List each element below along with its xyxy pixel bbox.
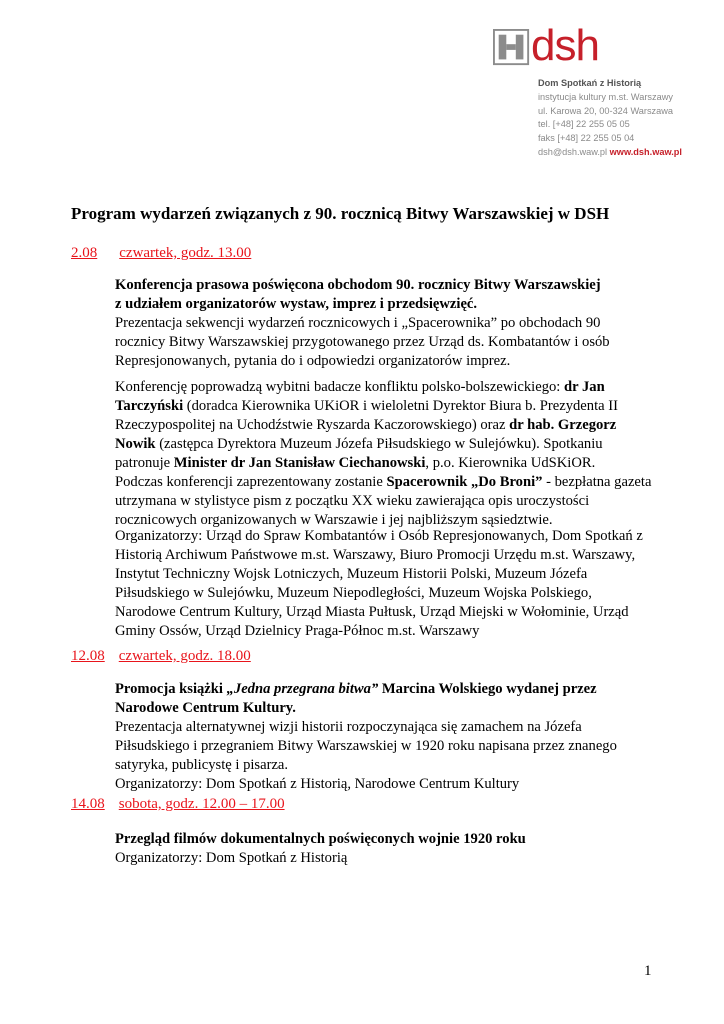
- event-description: Prezentacja sekwencji wydarzeń rocznicowych i „Spacerownika” po obchodach 90: [115, 315, 601, 331]
- person-name: Tarczyński: [115, 398, 184, 414]
- org-fax: faks [+48] 22 255 05 04: [538, 133, 635, 144]
- paragraph-line: [115, 454, 655, 473]
- book-title: „Jedna przegrana bitwa”: [226, 681, 379, 697]
- org-address: ul. Karowa 20, 00-324 Warszawa: [538, 105, 673, 116]
- event-description: Organizatorzy: Dom Spotkań z Historią: [115, 850, 348, 866]
- event-description: rocznicy Bitwy Warszawskiej przygotowanego przez Urząd ds. Kombatantów i osób: [115, 334, 610, 350]
- text-span: Rzeczypospolitej na Uchodźstwie Ryszarda Kaczorowskiego) oraz: [115, 417, 510, 433]
- event-day-time: czwartek, godz. 13.00: [119, 245, 252, 261]
- event-description: Prezentacja alternatywnej wizji historii rozpoczynająca się zamachem na Józefa: [115, 719, 582, 735]
- text-span: Marcina Wolskiego wydanej przez: [378, 681, 597, 697]
- event-day-time: czwartek, godz. 18.00: [118, 648, 251, 664]
- event-day-time: sobota, godz. 12.00 – 17.00: [118, 796, 285, 812]
- organizers-line: Piłsudskiego w Sulejówku, Muzeum Niepodległości, Muzeum Wojska Polskiego,: [115, 585, 592, 601]
- person-name: Nowik: [115, 436, 156, 452]
- organizers-line: Historią Archiwum Państwowe m.st. Warszawy, Biuro Promocji Urzędu m.st. Warszawy,: [115, 547, 636, 563]
- text-span: patronuje: [115, 455, 174, 471]
- text-span: Konferencję poprowadzą wybitni badacze konfliktu polsko-bolszewickiego:: [115, 379, 565, 395]
- event-1-body: [115, 276, 655, 371]
- event-heading: Konferencja prasowa poświęcona obchodom 90. rocznicy Bitwy Warszawskiej: [115, 277, 601, 293]
- dsh-logo-icon: [493, 29, 531, 67]
- event-1-hosts: [115, 378, 655, 530]
- event-2-body: [115, 680, 655, 794]
- person-name: dr hab. Grzegorz: [509, 417, 617, 433]
- org-contact-line: [538, 146, 682, 160]
- organizers-line: Organizatorzy: Urząd do Spraw Kombatantów i Osób Represjonowanych, Dom Spotkań z: [115, 528, 643, 544]
- org-email[interactable]: dsh@dsh.waw.pl: [538, 146, 608, 157]
- event-description: Piłsudskiego i przegraniem Bitwy Warszawskiej w 1920 roku napisana przez znanego: [115, 738, 617, 754]
- org-name: Dom Spotkań z Historią: [538, 78, 642, 88]
- text-span: , p.o. Kierownika UdSKiOR.: [425, 455, 596, 471]
- paragraph-line: rocznicowych organizowanych w Warszawie i jej najbliższym sąsiedztwie.: [115, 512, 553, 528]
- text-span: Podczas konferencji zaprezentowany zostanie: [115, 474, 387, 490]
- text-span: - bezpłatna gazeta: [542, 474, 652, 490]
- event-2-date: [71, 648, 251, 665]
- org-subtitle: instytucja kultury m.st. Warszawy: [538, 91, 673, 102]
- event-1-date: [71, 245, 251, 262]
- organizers-line: Gminy Ossów, Urząd Dzielnicy Praga-Północ m.st. Warszawy: [115, 623, 480, 639]
- text-span: (doradca Kierownika UKiOR i wieloletni Dyrektor Biura b. Prezydenta II: [183, 398, 618, 414]
- event-3-date: [71, 796, 285, 813]
- person-name: Minister dr Jan Stanisław Ciechanowski: [173, 455, 426, 471]
- event-description: Organizatorzy: Dom Spotkań z Historią, Narodowe Centrum Kultury: [115, 776, 520, 792]
- person-name: dr Jan: [564, 379, 605, 395]
- paragraph-line: utrzymana w stylistyce pism z początku XX wieku zawierająca opis uroczystości: [115, 493, 590, 509]
- event-date: 12.08: [71, 648, 105, 664]
- paragraph-line: [115, 435, 655, 454]
- organizers-line: Instytut Techniczny Wojsk Lotniczych, Muzeum Historii Polski, Muzeum Józefa: [115, 566, 588, 582]
- paragraph-line: [115, 397, 655, 416]
- event-heading: [115, 680, 655, 699]
- event-3-body: [115, 830, 655, 868]
- paragraph-line: [115, 416, 655, 435]
- event-description: satyryka, publicystę i pisarza.: [115, 757, 289, 773]
- page-number: 1: [644, 963, 652, 979]
- event-heading: Narodowe Centrum Kultury.: [115, 700, 296, 716]
- text-span: (zastępca Dyrektora Muzeum Józefa Piłsudskiego w Sulejówku). Spotkaniu: [155, 436, 603, 452]
- event-1-organizers: [115, 527, 655, 641]
- paragraph-line: [115, 473, 655, 492]
- event-date: 14.08: [71, 796, 105, 812]
- event-date: 2.08: [71, 245, 98, 261]
- event-heading: Przegląd filmów dokumentalnych poświęconych wojnie 1920 roku: [115, 831, 526, 847]
- organizers-line: Narodowe Centrum Kultury, Urząd Miasta Pułtusk, Urząd Miejski w Wołominie, Urząd: [115, 604, 629, 620]
- org-phone: tel. [+48] 22 255 05 05: [538, 119, 630, 130]
- event-description: Represjonowanych, pytania do i odpowiedzi organizatorów imprez.: [115, 353, 511, 369]
- document-title: Program wydarzeń związanych z 90. rocznicą Bitwy Warszawskiej w DSH: [71, 204, 610, 223]
- logo-wordmark: dsh: [531, 21, 599, 70]
- paragraph-line: [115, 378, 655, 397]
- org-website[interactable]: www.dsh.waw.pl: [609, 146, 682, 157]
- event-heading: z udziałem organizatorów wystaw, imprez i przedsięwzięć.: [115, 296, 478, 312]
- publication-name: Spacerownik „Do Broni”: [386, 474, 543, 490]
- contact-block: [538, 77, 682, 160]
- text-span: Promocja książki: [115, 681, 227, 697]
